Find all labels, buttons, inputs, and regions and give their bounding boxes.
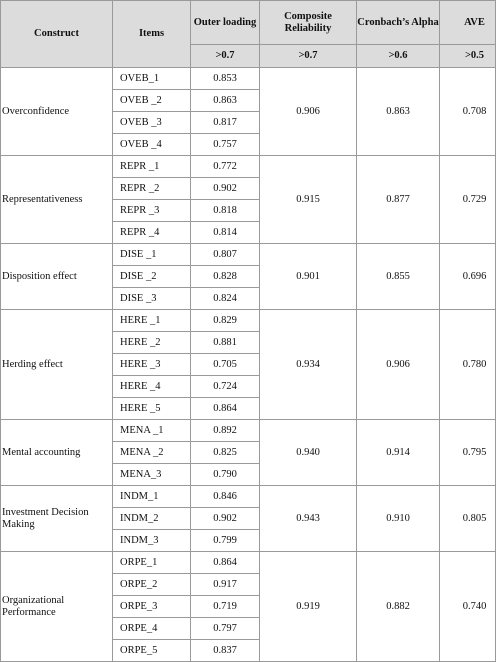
cronbach-alpha-header: Cronbach’s Alpha [357,1,440,45]
cronbach-alpha-value: 0.910 [357,486,440,552]
outer-loading-value: 0.853 [191,68,260,90]
ave-value: 0.696 [440,244,496,310]
item-code: ORPE_5 [113,640,191,662]
ave-value: 0.740 [440,552,496,662]
outer-loading-value: 0.724 [191,376,260,398]
outer-loading-value: 0.817 [191,112,260,134]
ave-value: 0.708 [440,68,496,156]
cronbach-alpha-value: 0.855 [357,244,440,310]
outer-loading-value: 0.892 [191,420,260,442]
table-row [1,68,496,90]
composite-reliability-value: 0.940 [260,420,357,486]
cronbach-alpha-value: 0.877 [357,156,440,244]
outer-loading-value: 0.814 [191,222,260,244]
composite-reliability-header: Composite Reliability [260,1,357,45]
item-code: DISE _1 [113,244,191,266]
outer-loading-value: 0.825 [191,442,260,464]
ave-value: 0.805 [440,486,496,552]
item-code: DISE _2 [113,266,191,288]
construct-name: Mental accounting [1,420,113,486]
table-row [1,552,496,574]
ave-value: 0.795 [440,420,496,486]
outer-loading-threshold: >0.7 [191,45,260,68]
outer-loading-value: 0.902 [191,178,260,200]
outer-loading-value: 0.807 [191,244,260,266]
item-code: HERE _5 [113,398,191,420]
composite-reliability-value: 0.943 [260,486,357,552]
outer-loading-value: 0.818 [191,200,260,222]
item-code: OVEB _4 [113,134,191,156]
ave-value: 0.729 [440,156,496,244]
outer-loading-value: 0.797 [191,618,260,640]
cronbach-alpha-value: 0.863 [357,68,440,156]
item-code: REPR _1 [113,156,191,178]
outer-loading-value: 0.864 [191,552,260,574]
composite-reliability-value: 0.934 [260,310,357,420]
construct-header: Construct [1,1,113,68]
item-code: OVEB _2 [113,90,191,112]
outer-loading-value: 0.790 [191,464,260,486]
item-code: MENA _2 [113,442,191,464]
construct-name: Herding effect [1,310,113,420]
outer-loading-value: 0.829 [191,310,260,332]
item-code: ORPE_4 [113,618,191,640]
composite-reliability-threshold: >0.7 [260,45,357,68]
composite-reliability-value: 0.901 [260,244,357,310]
outer-loading-value: 0.917 [191,574,260,596]
item-code: OVEB _3 [113,112,191,134]
item-code: REPR _4 [113,222,191,244]
header-row [1,1,496,45]
ave-threshold: >0.5 [440,45,496,68]
table-row [1,310,496,332]
outer-loading-header: Outer loading [191,1,260,45]
table-row [1,244,496,266]
item-code: HERE _2 [113,332,191,354]
ave-header: AVE [440,1,496,45]
outer-loading-value: 0.863 [191,90,260,112]
item-code: HERE _4 [113,376,191,398]
outer-loading-value: 0.719 [191,596,260,618]
outer-loading-value: 0.864 [191,398,260,420]
item-code: REPR _3 [113,200,191,222]
item-code: DISE _3 [113,288,191,310]
item-code: INDM_3 [113,530,191,552]
item-code: ORPE_2 [113,574,191,596]
outer-loading-value: 0.705 [191,354,260,376]
cronbach-alpha-value: 0.914 [357,420,440,486]
composite-reliability-value: 0.919 [260,552,357,662]
ave-value: 0.780 [440,310,496,420]
cronbach-alpha-value: 0.906 [357,310,440,420]
item-code: REPR _2 [113,178,191,200]
outer-loading-value: 0.846 [191,486,260,508]
construct-name: Organizational Performance [1,552,113,662]
construct-name: Investment Decision Making [1,486,113,552]
outer-loading-value: 0.824 [191,288,260,310]
item-code: OVEB_1 [113,68,191,90]
composite-reliability-value: 0.915 [260,156,357,244]
item-code: INDM_2 [113,508,191,530]
item-code: HERE _3 [113,354,191,376]
outer-loading-value: 0.799 [191,530,260,552]
table-row [1,486,496,508]
outer-loading-value: 0.772 [191,156,260,178]
item-code: INDM_1 [113,486,191,508]
construct-name: Overconfidence [1,68,113,156]
items-header: Items [113,1,191,68]
table-row [1,420,496,442]
outer-loading-value: 0.757 [191,134,260,156]
construct-name: Disposition effect [1,244,113,310]
outer-loading-value: 0.828 [191,266,260,288]
item-code: MENA _1 [113,420,191,442]
table-body [1,68,496,662]
construct-name: Representativeness [1,156,113,244]
outer-loading-value: 0.902 [191,508,260,530]
table-row [1,156,496,178]
item-code: ORPE_3 [113,596,191,618]
outer-loading-value: 0.881 [191,332,260,354]
cronbach-alpha-value: 0.882 [357,552,440,662]
composite-reliability-value: 0.906 [260,68,357,156]
item-code: MENA_3 [113,464,191,486]
cronbach-alpha-threshold: >0.6 [357,45,440,68]
outer-loading-value: 0.837 [191,640,260,662]
item-code: HERE _1 [113,310,191,332]
item-code: ORPE_1 [113,552,191,574]
